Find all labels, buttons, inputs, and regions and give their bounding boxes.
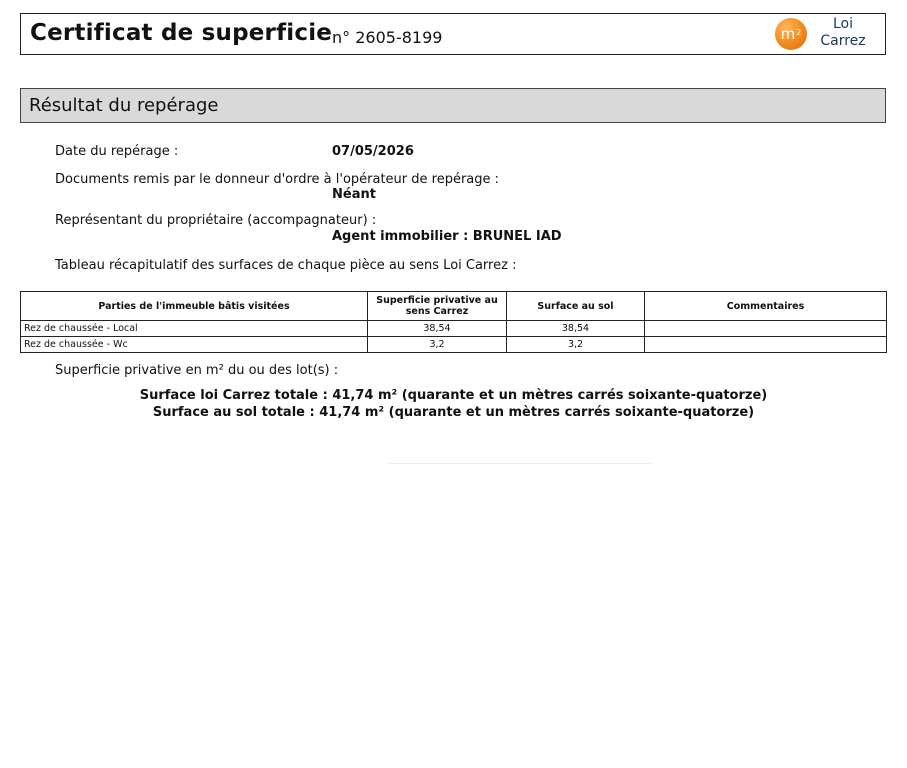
table-row [21, 337, 887, 353]
representant-label: Représentant du propriétaire (accompagnateur) : [55, 213, 377, 228]
date-label: Date du repérage : [55, 144, 179, 159]
badge-label-line1: Loi [832, 16, 853, 32]
section-title: Résultat du repérage [29, 95, 219, 116]
badge-symbol: m [780, 25, 796, 43]
cell-commentaire [645, 321, 887, 337]
badge-exponent: 2 [796, 27, 802, 37]
certificate-number: n° 2605-8199 [332, 28, 443, 47]
header-parties: Parties de l'immeuble bâtis visitées [21, 292, 368, 321]
cell-surface-sol: 38,54 [507, 321, 645, 337]
section-header [20, 88, 886, 123]
certificate-title: Certificat de superficie [30, 20, 333, 46]
total-carrez: Surface loi Carrez totale : 41,74 m² (quarante et un mètres carrés soixante-quatorze) [139, 388, 768, 403]
certificate-header [20, 13, 886, 55]
representant-value: Agent immobilier : BRUNEL IAD [332, 229, 562, 244]
table-row [21, 321, 887, 337]
header-commentaires: Commentaires [645, 292, 887, 321]
documents-label: Documents remis par le donneur d'ordre à l'opérateur de repérage : [55, 172, 500, 187]
m2-badge-icon [775, 18, 807, 50]
cell-superficie-carrez: 3,2 [368, 337, 507, 353]
divider [389, 463, 651, 464]
cell-superficie-carrez: 38,54 [368, 321, 507, 337]
surfaces-table [20, 291, 887, 353]
table-header-row [21, 292, 887, 321]
cell-partie: Rez de chaussée - Local [21, 321, 368, 337]
loi-carrez-label [813, 16, 873, 50]
superficie-label: Superficie privative en m² du ou des lot(s) : [55, 363, 339, 378]
tableau-label: Tableau récapitulatif des surfaces de chaque pièce au sens Loi Carrez : [55, 258, 517, 273]
date-value: 07/05/2026 [332, 144, 414, 159]
cell-commentaire [645, 337, 887, 353]
badge-label-line2: Carrez [820, 33, 866, 49]
cell-surface-sol: 3,2 [507, 337, 645, 353]
header-surface-sol: Surface au sol [507, 292, 645, 321]
total-sol: Surface au sol totale : 41,74 m² (quarante et un mètres carrés soixante-quatorze) [152, 405, 755, 420]
header-superficie-carrez: Superficie privative au sens Carrez [368, 292, 507, 321]
documents-value: Néant [332, 187, 376, 202]
cell-partie: Rez de chaussée - Wc [21, 337, 368, 353]
